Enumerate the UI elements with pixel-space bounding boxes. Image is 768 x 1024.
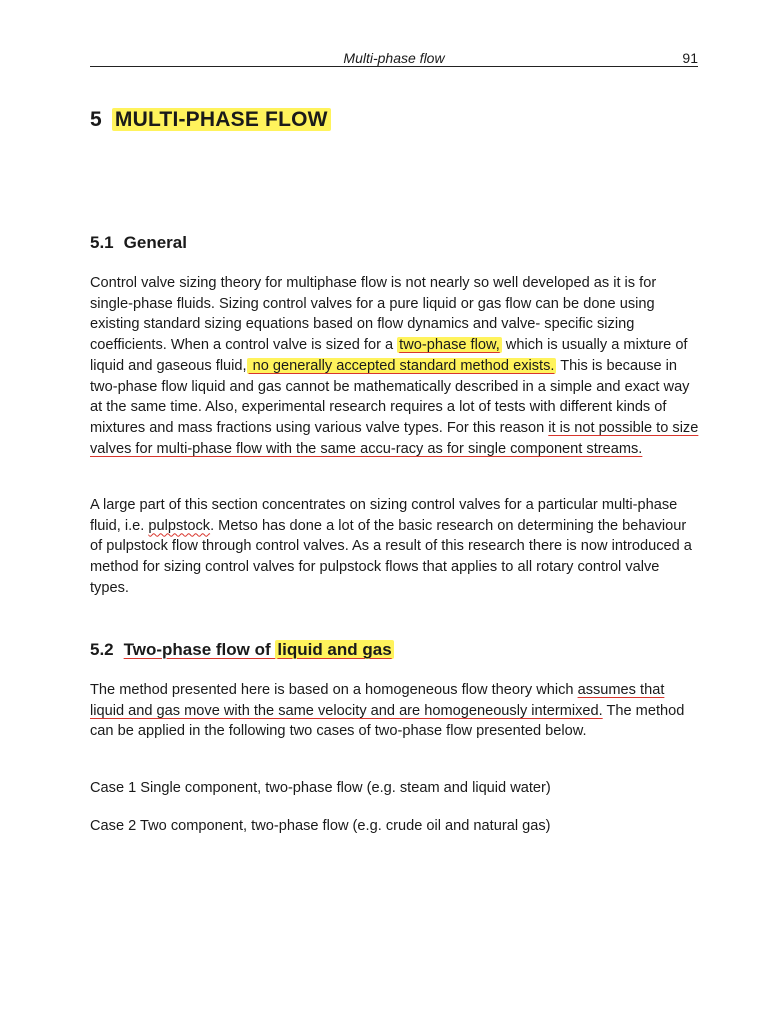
section-heading-two-phase — [90, 639, 394, 661]
text-run: . Metso has done a lot of the basic research on determining the behaviour of pulpstock flow through control valves. As a result of this research there is now introduced a method for sizing control valves for pulpstock flows that applies to all rotary control valve types. — [90, 517, 692, 596]
chapter-heading — [90, 106, 331, 134]
page-number: 91 — [682, 50, 698, 66]
section-title-plain: Two-phase flow of — [123, 640, 276, 659]
chapter-number: 5 — [90, 108, 102, 131]
section-number: 5.1 — [90, 233, 114, 252]
section-title: General — [123, 233, 187, 252]
case-1: Case 1 Single component, two-phase flow (e.g. steam and liquid water) — [90, 780, 551, 796]
underline-assumes: assumes that liquid and gas move with the same velocity and are homogeneously intermixed. — [90, 682, 665, 719]
text-run: Control valve sizing theory for multiphase flow is not nearly so well developed as it is for single-phase fluids. Sizing control valves for a pure liquid or gas flow can be done using existing standard sizing equations based on flow dynamics and valve- specific sizing coefficients. When a control valve is sized for a — [90, 275, 657, 354]
running-header — [90, 50, 698, 67]
general-paragraph-1 — [90, 273, 702, 459]
section-number: 5.2 — [90, 640, 114, 659]
two-phase-paragraph — [90, 680, 702, 742]
text-run: The method can be applied in the following two cases of two-phase flow presented below. — [90, 702, 685, 740]
highlight-no-standard-method: no generally accepted standard method exists. — [248, 357, 555, 374]
spellcheck-pulpstock: pulpstock — [148, 517, 211, 534]
chapter-title: MULTI-PHASE FLOW — [112, 108, 331, 131]
text-run: which is usually a mixture of liquid and gaseous fluid, — [90, 337, 688, 374]
highlight-two-phase-flow: two-phase flow, — [399, 337, 500, 354]
text-run: This is because in two-phase flow liquid and gas cannot be mathematically described in a simple and exact way at the same time. Also, experimental research requires a lot of tests with different kinds of mixtures and mass fractions using various valve types. For this reason — [90, 357, 690, 436]
underline-not-possible: it is not possible to size valves for multi-phase flow with the same accu-racy as for single component streams. — [90, 419, 699, 457]
section-heading-general — [90, 232, 187, 254]
general-paragraph-2 — [90, 495, 702, 599]
section-title-highlight: liquid and gas — [277, 640, 392, 659]
text-run: The method presented here is based on a homogeneous flow theory which — [90, 682, 578, 698]
case-2: Case 2 Two component, two-phase flow (e.g. crude oil and natural gas) — [90, 818, 551, 834]
text-run: A large part of this section concentrates on sizing control valves for a particular multi-phase fluid, i.e. — [90, 497, 678, 534]
running-header-title: Multi-phase flow — [343, 50, 445, 66]
